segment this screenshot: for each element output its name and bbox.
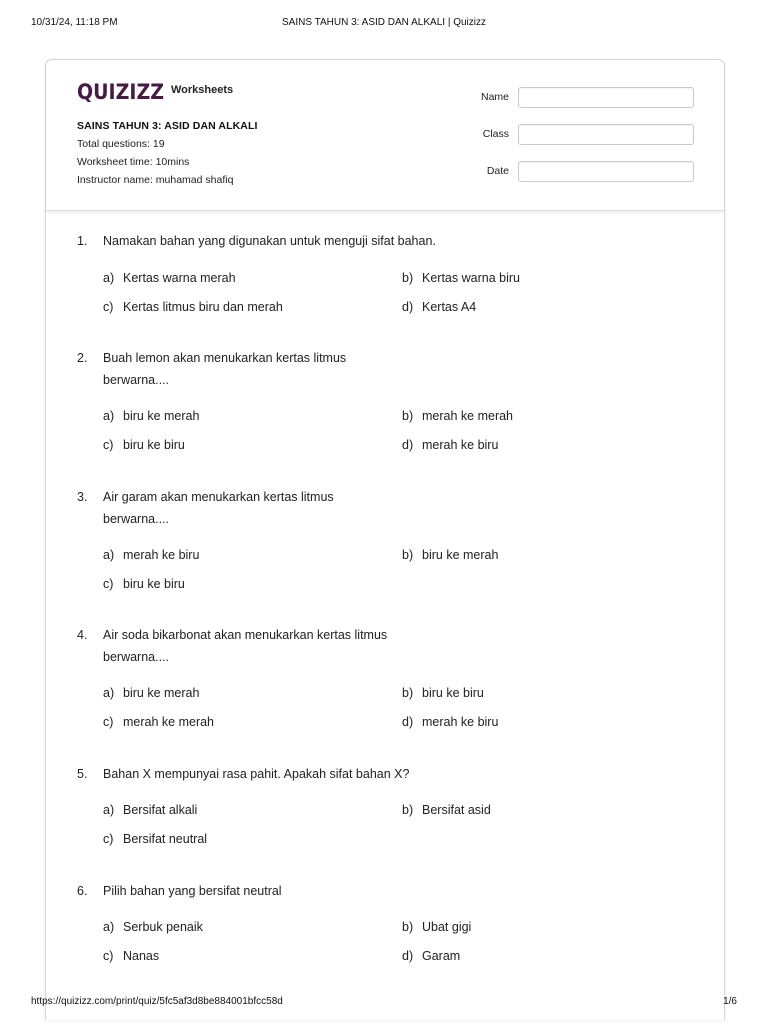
question-text: Air garam akan menukarkan kertas litmus berwarna.... <box>103 490 334 526</box>
option-6a[interactable] <box>103 920 203 934</box>
option-letter: c) <box>103 300 114 314</box>
option-text: biru ke biru <box>422 686 484 700</box>
option-text: biru ke biru <box>123 438 185 452</box>
option-letter: c) <box>103 438 114 452</box>
option-letter: b) <box>402 271 414 285</box>
option-text: Kertas litmus biru dan merah <box>123 300 283 314</box>
quiz-title: SAINS TAHUN 3: ASID DAN ALKALI <box>77 120 258 132</box>
option-text: biru ke merah <box>123 686 200 700</box>
name-label: Name <box>480 91 509 103</box>
option-1b[interactable] <box>402 271 520 285</box>
question-number: 1. <box>77 234 88 248</box>
quizizz-logo-text: QUIZIZZ <box>77 80 164 104</box>
option-3b[interactable] <box>402 548 498 562</box>
question-number: 6. <box>77 884 88 898</box>
option-3c[interactable] <box>103 577 185 591</box>
option-letter: a) <box>103 920 115 934</box>
option-letter: c) <box>103 832 114 846</box>
option-2d[interactable] <box>402 438 498 452</box>
option-4a[interactable] <box>103 686 199 700</box>
question-number: 4. <box>77 628 88 642</box>
option-4b[interactable] <box>402 686 484 700</box>
option-letter: a) <box>103 803 115 817</box>
option-text: Serbuk penaik <box>123 920 203 934</box>
option-text: merah ke merah <box>422 409 514 423</box>
option-letter: a) <box>103 271 115 285</box>
option-text: merah ke biru <box>422 438 499 452</box>
question-text: Bahan X mempunyai rasa pahit. Apakah sifat bahan X? <box>103 767 410 781</box>
option-text: Ubat gigi <box>422 920 472 934</box>
worksheet <box>45 59 725 1020</box>
worksheet-header <box>46 60 724 211</box>
option-1c[interactable] <box>103 300 283 314</box>
option-4d[interactable] <box>402 715 498 729</box>
option-5b[interactable] <box>402 803 491 817</box>
option-letter: b) <box>402 803 414 817</box>
option-2a[interactable] <box>103 409 199 423</box>
brand <box>77 80 233 104</box>
option-letter: d) <box>402 949 414 963</box>
option-text: merah ke biru <box>422 715 499 729</box>
option-letter: a) <box>103 548 115 562</box>
name-field[interactable] <box>518 87 694 108</box>
question-number: 3. <box>77 490 88 504</box>
option-letter: a) <box>103 409 115 423</box>
option-text: Kertas A4 <box>422 300 477 314</box>
option-letter: c) <box>103 949 114 963</box>
option-text: Bersifat asid <box>422 803 491 817</box>
option-letter: b) <box>402 686 414 700</box>
option-letter: d) <box>402 438 414 452</box>
option-text: biru ke merah <box>422 548 499 562</box>
option-6b[interactable] <box>402 920 471 934</box>
question-number: 5. <box>77 767 88 781</box>
option-2b[interactable] <box>402 409 513 423</box>
option-2c[interactable] <box>103 438 185 452</box>
option-text: biru ke merah <box>123 409 200 423</box>
option-letter: c) <box>103 577 114 591</box>
print-datetime: 10/31/24, 11:18 PM <box>31 17 118 28</box>
class-label: Class <box>482 128 509 140</box>
option-text: merah ke biru <box>123 548 200 562</box>
print-url: https://quizizz.com/print/quiz/5fc5af3d8be884001bfcc58d <box>31 996 283 1007</box>
option-4c[interactable] <box>103 715 214 729</box>
instructor-name: Instructor name: muhamad shafiq <box>77 174 234 186</box>
option-6d[interactable] <box>402 949 460 963</box>
print-page-title: SAINS TAHUN 3: ASID DAN ALKALI | Quizizz <box>282 17 486 28</box>
option-letter: a) <box>103 686 115 700</box>
option-5c[interactable] <box>103 832 207 846</box>
option-letter: b) <box>402 548 414 562</box>
quizizz-logo <box>77 80 165 104</box>
option-5a[interactable] <box>103 803 197 817</box>
worksheet-time: Worksheet time: 10mins <box>77 156 190 168</box>
option-text: Bersifat alkali <box>123 803 198 817</box>
option-text: Kertas warna biru <box>422 271 520 285</box>
print-page-number: 1/6 <box>723 996 737 1007</box>
question-text: Buah lemon akan menukarkan kertas litmus berwarna.... <box>103 351 347 387</box>
option-1a[interactable] <box>103 271 236 285</box>
question-text: Namakan bahan yang digunakan untuk menguji sifat bahan. <box>103 234 436 248</box>
total-questions: Total questions: 19 <box>77 138 165 150</box>
option-text: Garam <box>422 949 461 963</box>
date-field[interactable] <box>518 161 694 182</box>
option-text: merah ke merah <box>123 715 215 729</box>
option-1d[interactable] <box>402 300 476 314</box>
date-label: Date <box>486 165 509 177</box>
option-text: Kertas warna merah <box>123 271 236 285</box>
option-letter: c) <box>103 715 114 729</box>
option-letter: b) <box>402 409 414 423</box>
option-3a[interactable] <box>103 548 199 562</box>
option-text: Bersifat neutral <box>123 832 208 846</box>
option-text: Nanas <box>123 949 160 963</box>
option-6c[interactable] <box>103 949 159 963</box>
question-number: 2. <box>77 351 88 365</box>
option-letter: b) <box>402 920 414 934</box>
question-text: Pilih bahan yang bersifat neutral <box>103 884 282 898</box>
brand-subtitle: Worksheets <box>171 84 234 96</box>
class-field[interactable] <box>518 124 694 145</box>
option-text: biru ke biru <box>123 577 185 591</box>
option-letter: d) <box>402 715 414 729</box>
question-text: Air soda bikarbonat akan menukarkan kertas litmus berwarna.... <box>103 628 388 664</box>
option-letter: d) <box>402 300 414 314</box>
